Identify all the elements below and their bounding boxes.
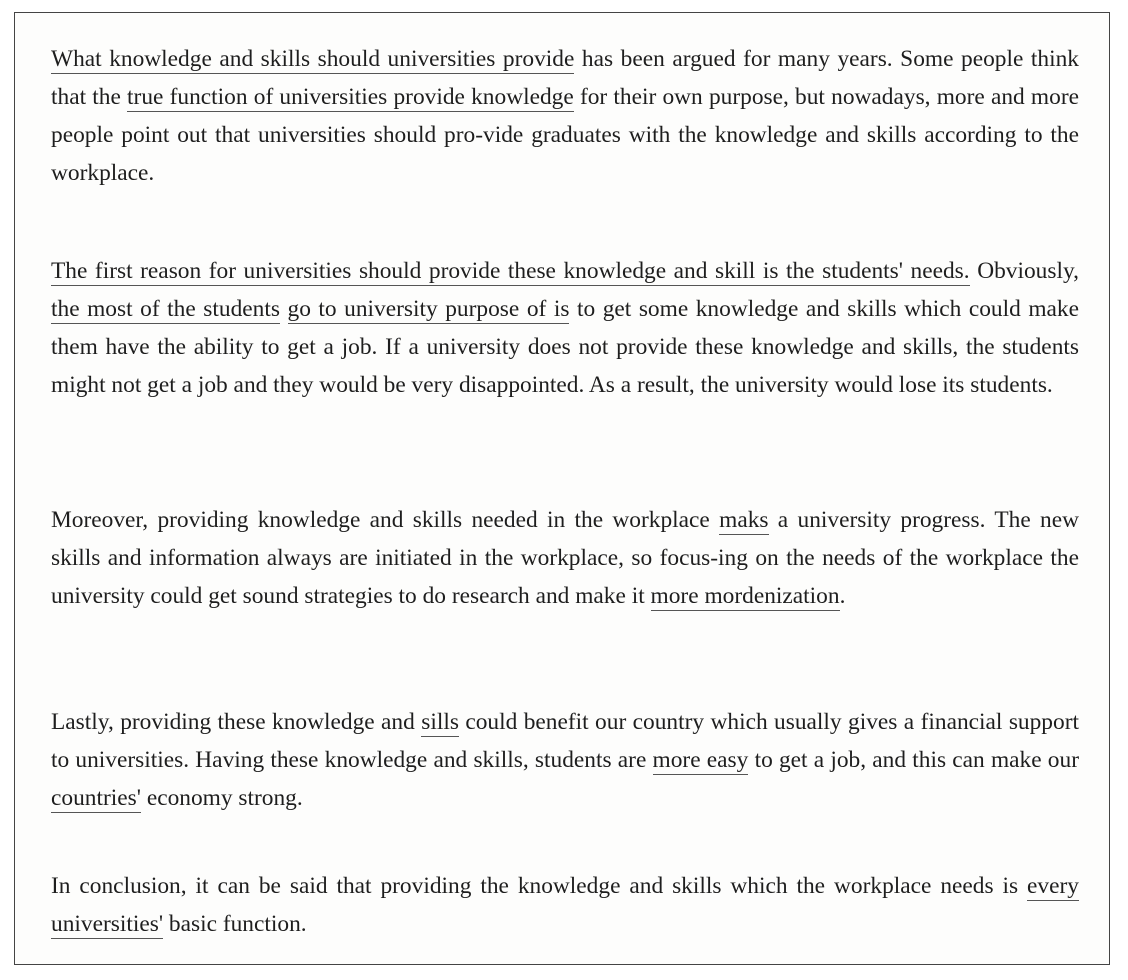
underlined-phrase: countries' [51,785,141,811]
text-segment: In conclusion, it can be said that providing the knowledge and skills which the workplace needs is [51,873,1028,899]
paragraph-third-reason [51,703,1079,817]
underlined-phrase: more easy [652,747,749,773]
text-segment: to get a job, and this can make our [748,747,1079,773]
text-segment: Moreover, providing knowledge and skills needed in the workplace [51,507,720,533]
text-segment: for their own purpose, but nowadays, more and more people point out that universities should pro-vide graduates with the knowledge and skills according to the workplace. [51,84,1079,186]
paragraph-intro [51,40,1079,192]
underlined-phrase: sills [421,709,459,735]
underlined-phrase: the most of the students [51,296,280,322]
text-segment: basic function. [163,911,307,937]
underlined-phrase: true function of universities provide knowledge [127,84,574,110]
underlined-phrase: more mordenization [650,583,840,609]
text-segment: . [839,583,846,609]
text-segment: a university progress. The new skills and information always are initiated in the workplace, so focus-ing on the needs of the workplace the university could get sound strategies to do research and make it [51,507,1080,609]
underlined-phrase: every universities' [51,873,1079,937]
text-segment: to get some knowledge and skills which could make them have the ability to get a job. If a university does not provide these knowledge and skills, the students might not get a job and they would be very disappointed. As a result, the university would lose its students. [51,296,1079,398]
text-segment: has been argued for many years. Some people think that the [51,46,1079,110]
underlined-phrase: The first reason for universities should provide these knowledge and skill is the students' needs. [51,258,970,284]
paragraph-conclusion [51,867,1079,943]
essay-frame [14,12,1110,965]
text-segment: economy strong. [140,785,303,811]
paragraph-first-reason [51,252,1079,404]
underlined-phrase: maks [719,507,769,533]
underlined-phrase: What knowledge and skills should universities provide [51,46,575,72]
text-segment: could benefit our country which usually gives a financial support to universities. Having these knowledge and skills, students are [51,709,1079,773]
text-segment [280,296,288,322]
underlined-phrase: go to university purpose of is [287,296,570,322]
text-segment: Obviously, [969,258,1079,284]
text-segment: Lastly, providing these knowledge and [51,709,422,735]
paragraph-second-reason [51,501,1079,615]
